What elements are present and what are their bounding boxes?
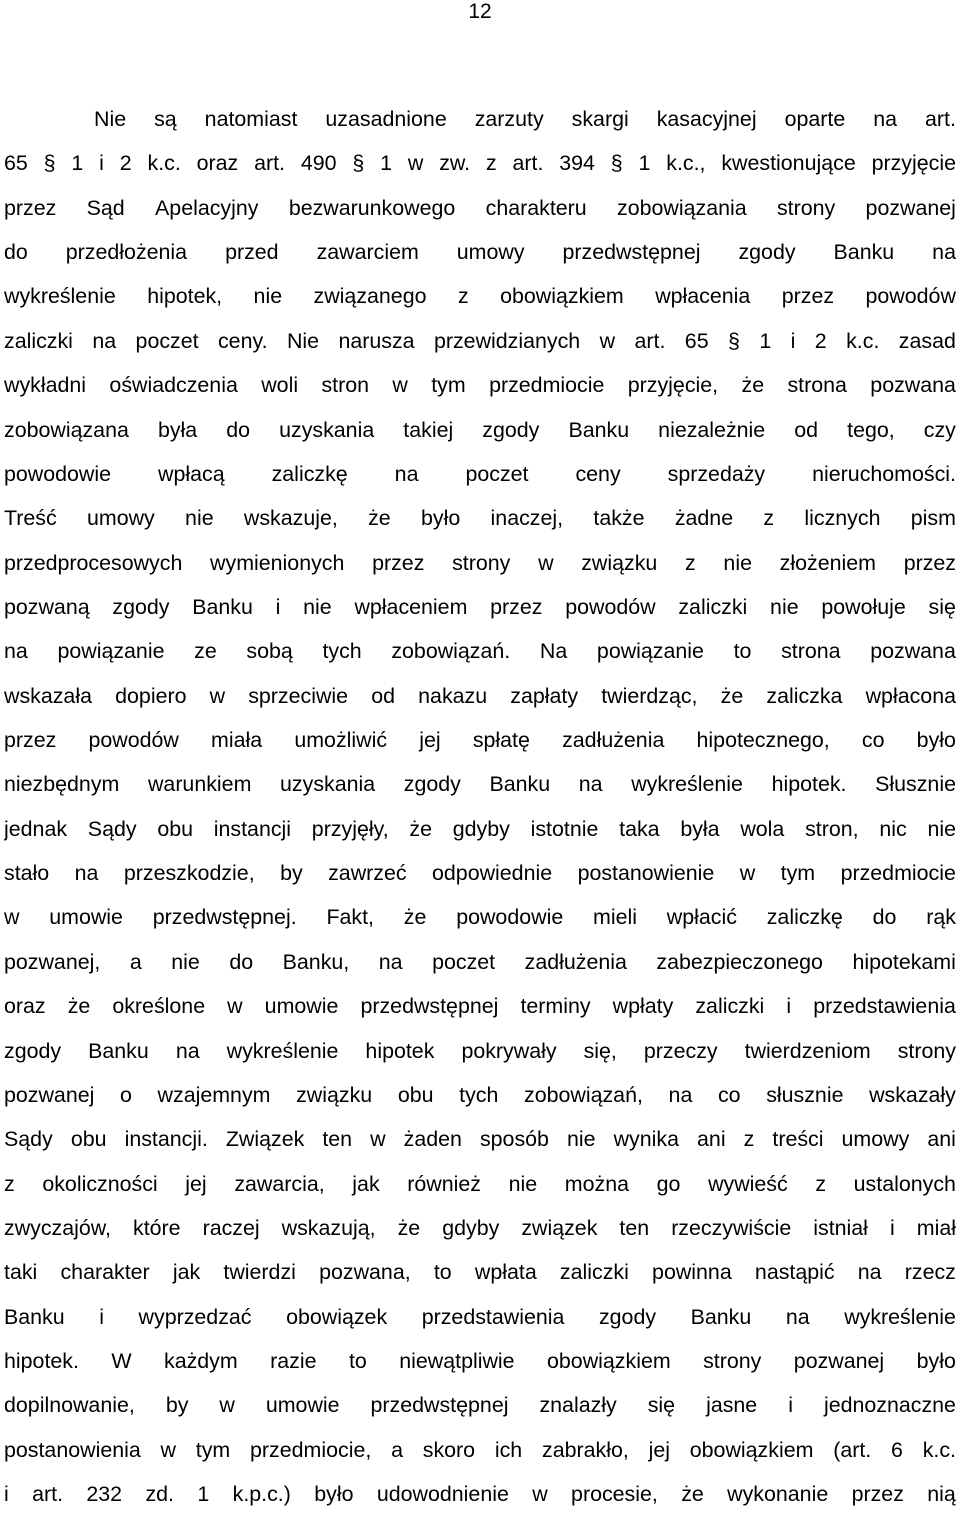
- text-line: w umowie przedwstępnej. Fakt, że powodowie mieli wpłacić zaliczkę do rąk: [4, 905, 956, 930]
- text-line: Banku i wyprzedzać obowiązek przedstawienia zgody Banku na wykreślenie: [4, 1304, 956, 1329]
- text-line: jednak Sądy obu instancji przyjęły, że gdyby istotnie taka była wola stron, nic nie: [4, 816, 956, 841]
- document-body: [4, 97, 956, 1517]
- page-number: 12: [468, 0, 492, 23]
- text-line: wykładni oświadczenia woli stron w tym przedmiocie przyjęcie, że strona pozwana: [4, 373, 956, 398]
- text-line: pozwaną zgody Banku i nie wpłaceniem przez powodów zaliczki nie powołuje się: [4, 594, 956, 619]
- text-line: niezbędnym warunkiem uzyskania zgody Banku na wykreślenie hipotek. Słusznie: [4, 772, 956, 797]
- text-line: Sądy obu instancji. Związek ten w żaden sposób nie wynika ani z treści umowy ani: [4, 1127, 956, 1152]
- text-line: oraz że określone w umowie przedwstępnej terminy wpłaty zaliczki i przedstawienia: [4, 994, 956, 1019]
- text-line: 65 § 1 i 2 k.c. oraz art. 490 § 1 w zw. z art. 394 § 1 k.c., kwestionujące przyjęcie: [4, 151, 956, 176]
- text-line: dopilnowanie, by w umowie przedwstępnej znalazły się jasne i jednoznaczne: [4, 1393, 956, 1418]
- text-line: do przedłożenia przed zawarciem umowy przedwstępnej zgody Banku na: [4, 240, 956, 265]
- text-line: zwyczajów, które raczej wskazują, że gdyby związek ten rzeczywiście istniał i miał: [4, 1215, 956, 1240]
- text-line: postanowienia w tym przedmiocie, a skoro ich zabrakło, jej obowiązkiem (art. 6 k.c.: [4, 1437, 956, 1462]
- text-line: z okoliczności jej zawarcia, jak również nie można go wywieść z ustalonych: [4, 1171, 956, 1196]
- text-line: zobowiązana była do uzyskania takiej zgody Banku niezależnie od tego, czy: [4, 417, 956, 442]
- text-line: zaliczki na poczet ceny. Nie narusza przewidzianych w art. 65 § 1 i 2 k.c. zasad: [4, 328, 956, 353]
- text-line: przez powodów miała umożliwić jej spłatę zadłużenia hipotecznego, co było: [4, 728, 956, 753]
- text-line: i art. 232 zd. 1 k.p.c.) było udowodnienie w procesie, że wykonanie przez nią: [4, 1482, 956, 1507]
- text-line: taki charakter jak twierdzi pozwana, to wpłata zaliczki powinna nastąpić na rzecz: [4, 1260, 956, 1285]
- text-line: pozwanej, a nie do Banku, na poczet zadłużenia zabezpieczonego hipotekami: [4, 949, 956, 974]
- text-line: stało na przeszkodzie, by zawrzeć odpowiednie postanowienie w tym przedmiocie: [4, 861, 956, 886]
- text-line: przedprocesowych wymienionych przez strony w związku z nie złożeniem przez: [4, 550, 956, 575]
- text-line: hipotek. W każdym razie to niewątpliwie obowiązkiem strony pozwanej było: [4, 1349, 956, 1374]
- text-line: przez Sąd Apelacyjny bezwarunkowego charakteru zobowiązania strony pozwanej: [4, 195, 956, 220]
- text-line: Nie są natomiast uzasadnione zarzuty skargi kasacyjnej oparte na art.: [94, 107, 956, 131]
- text-line: wskazała dopiero w sprzeciwie od nakazu zapłaty twierdząc, że zaliczka wpłacona: [4, 683, 956, 708]
- text-line: wykreślenie hipotek, nie związanego z obowiązkiem wpłacenia przez powodów: [4, 284, 956, 309]
- text-line: Treść umowy nie wskazuje, że było inaczej, także żadne z licznych pism: [4, 506, 956, 531]
- text-line: zgody Banku na wykreślenie hipotek pokrywały się, przeczy twierdzeniom strony: [4, 1038, 956, 1063]
- text-line: pozwanej o wzajemnym związku obu tych zobowiązań, na co słusznie wskazały: [4, 1082, 956, 1107]
- text-line: na powiązanie ze sobą tych zobowiązań. Na powiązanie to strona pozwana: [4, 639, 956, 664]
- text-line: powodowie wpłacą zaliczkę na poczet ceny sprzedaży nieruchomości.: [4, 461, 956, 486]
